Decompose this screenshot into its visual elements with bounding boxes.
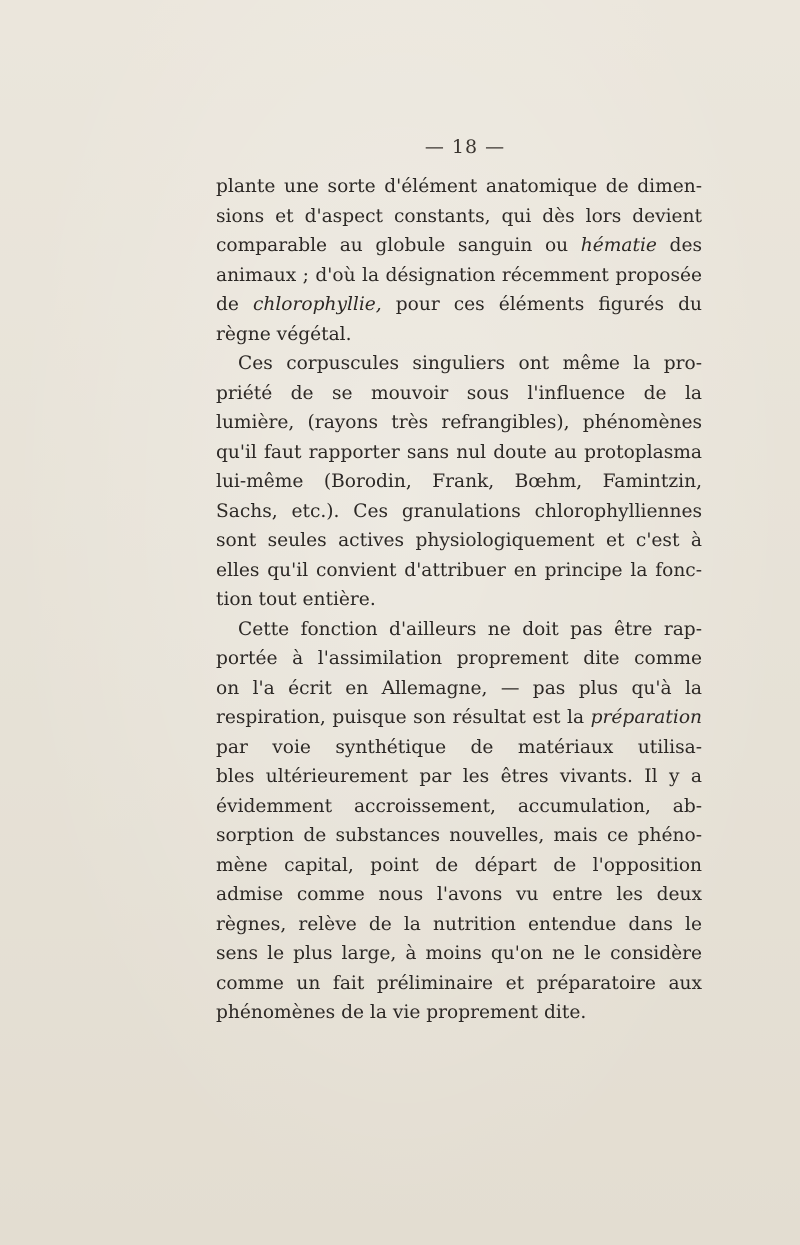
text-line: on l'a écrit en Allemagne, — pas plus qu'à la	[216, 677, 702, 699]
text-line: tion tout entière.	[216, 589, 376, 610]
text-line: Ces corpuscules singuliers ont même la pro-	[238, 353, 702, 374]
text-line: mène capital, point de départ de l'opposition	[216, 854, 702, 876]
text-line: comme un fait préliminaire et préparatoire aux	[216, 972, 702, 994]
paragraph-3	[216, 615, 702, 1028]
body-text	[216, 172, 702, 1028]
paragraph-2	[216, 349, 702, 615]
text-line: bles ultérieurement par les êtres vivants. Il y a	[216, 766, 702, 787]
text-line: sens le plus large, à moins qu'on ne le considère	[216, 943, 702, 964]
text-line: qu'il faut rapporter sans nul doute au protoplasma	[216, 441, 702, 463]
text-line: Sachs, etc.). Ces granulations chlorophylliennes	[216, 500, 702, 522]
text-line: portée à l'assimilation proprement dite comme	[216, 648, 702, 669]
text-line: lumière, (rayons très refrangibles), phénomènes	[216, 412, 702, 433]
page-number: — 18 —	[424, 136, 506, 158]
text-line: comparable au globule sanguin ou hématie des	[216, 235, 702, 256]
text-line: admise comme nous l'avons vu entre les deux	[216, 884, 702, 905]
text-line: elles qu'il convient d'attribuer en principe la fonc-	[216, 559, 702, 581]
text-line: règne végétal.	[216, 323, 352, 345]
text-line: animaux ; d'où la désignation récemment proposée	[216, 264, 702, 286]
text-line: de chlorophyllie, pour ces éléments figurés du	[216, 294, 702, 315]
text-line: règnes, relève de la nutrition entendue dans le	[216, 913, 702, 935]
text-line: priété de se mouvoir sous l'influence de la	[216, 382, 702, 404]
text-line: par voie synthétique de matériaux utilisa-	[216, 736, 702, 758]
text-line: plante une sorte d'élément anatomique de dimen-	[216, 176, 702, 197]
text-line: sorption de substances nouvelles, mais ce phéno-	[216, 825, 702, 846]
text-line: phénomènes de la vie proprement dite.	[216, 1002, 587, 1023]
text-line: Cette fonction d'ailleurs ne doit pas être rap-	[238, 618, 702, 640]
text-line: respiration, puisque son résultat est la préparation	[216, 707, 702, 728]
text-line: évidemment accroissement, accumulation, ab-	[216, 795, 702, 817]
text-line: lui-même (Borodin, Frank, Bœhm, Famintzin,	[216, 471, 702, 492]
text-line: sions et d'aspect constants, qui dès lors devient	[216, 205, 702, 227]
text-line: sont seules actives physiologiquement et c'est à	[216, 530, 702, 551]
paragraph-1	[216, 172, 702, 349]
